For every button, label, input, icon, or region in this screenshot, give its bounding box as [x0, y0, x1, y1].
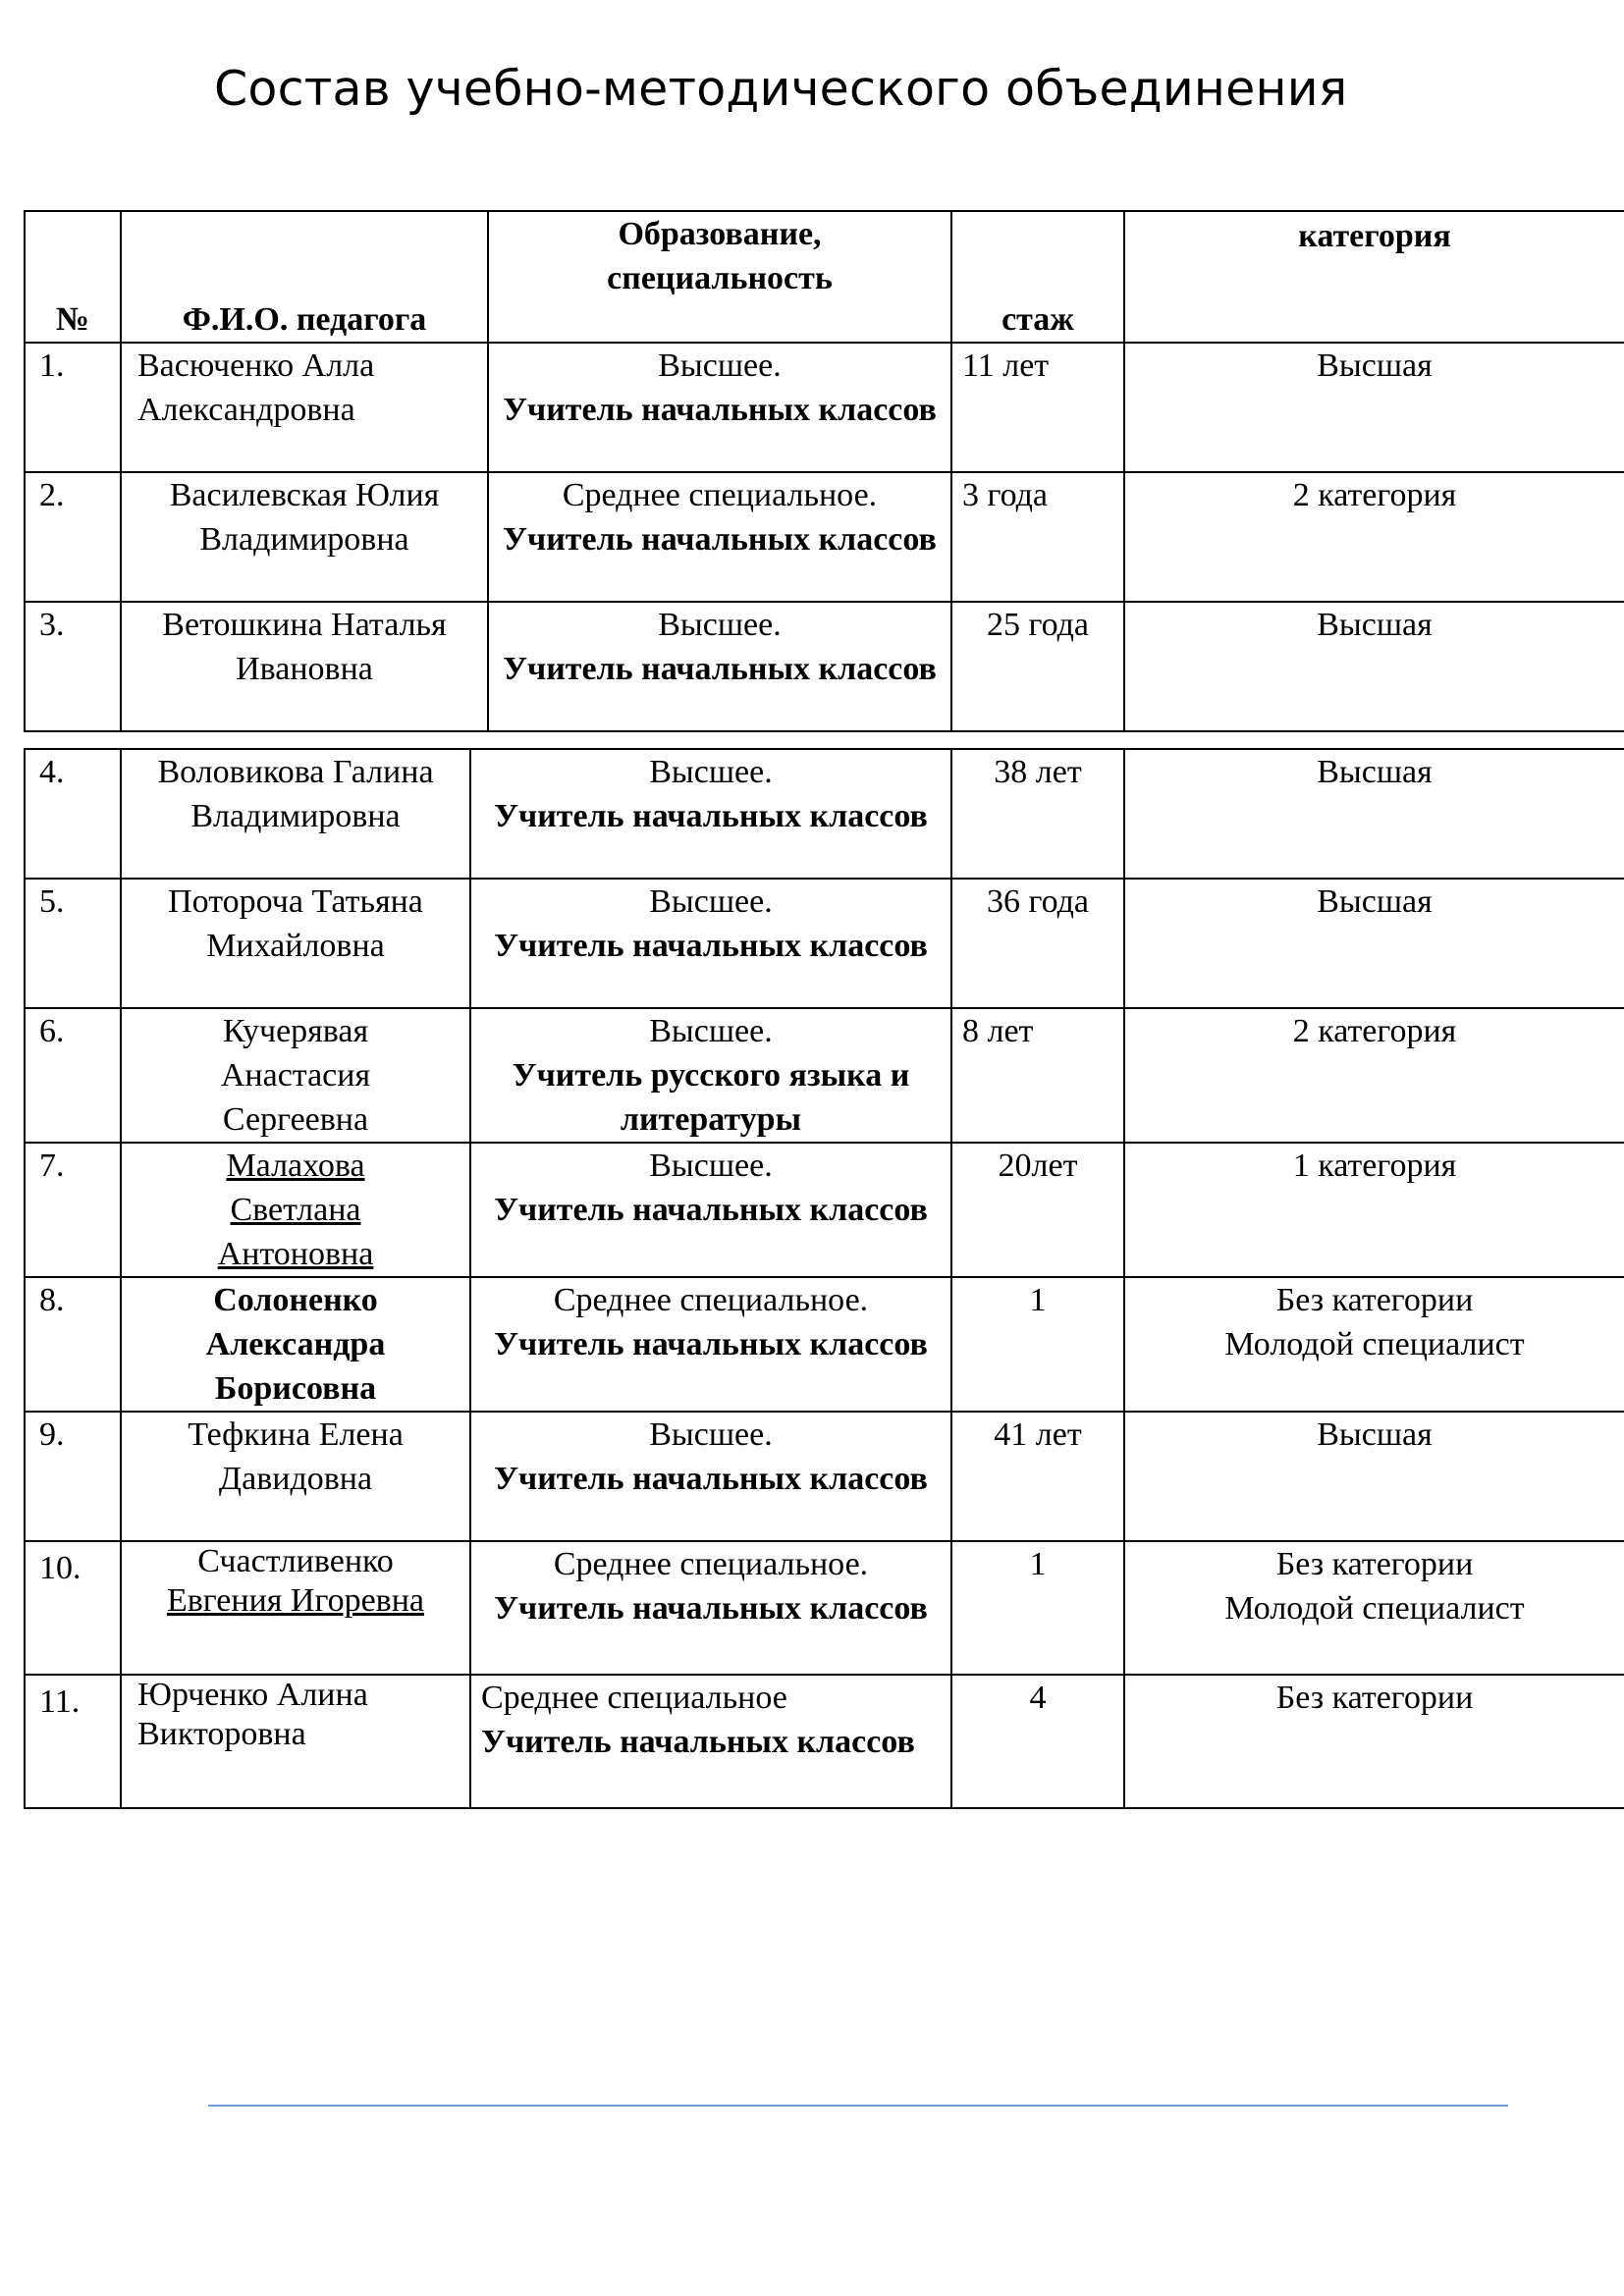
- row-number: 6.: [25, 1008, 121, 1143]
- header-category: категория: [1124, 211, 1624, 343]
- table-row: [25, 602, 1624, 731]
- row-number: 9.: [25, 1412, 121, 1541]
- row-number: 7.: [25, 1143, 121, 1277]
- teacher-name: Василевская Юлия Владимировна: [121, 472, 488, 602]
- education-cell: [470, 749, 951, 879]
- teacher-name: Потороча Татьяна Михайловна: [121, 879, 470, 1008]
- education-cell: [470, 1143, 951, 1277]
- teacher-name: Юрченко Алина Викторовна: [121, 1675, 470, 1808]
- row-number: 8.: [25, 1277, 121, 1412]
- specialty: Учитель начальных классов: [494, 1461, 928, 1497]
- specialty: Учитель начальных классов: [503, 521, 937, 558]
- specialty: Учитель начальных классов: [503, 651, 937, 687]
- table-row: [25, 1143, 1624, 1277]
- experience: 41 лет: [951, 1412, 1124, 1541]
- teacher-name: Васюченко Алла Александровна: [121, 343, 488, 472]
- experience: 1: [951, 1277, 1124, 1412]
- category: 2 категория: [1124, 472, 1624, 602]
- experience: 1: [951, 1541, 1124, 1675]
- education-cell: [470, 1541, 951, 1675]
- table-row: [25, 1412, 1624, 1541]
- table-row: [25, 1277, 1624, 1412]
- category: Высшая: [1124, 749, 1624, 879]
- category-note: Молодой специалист: [1224, 1326, 1525, 1362]
- header-education: Образование, специальность: [488, 211, 951, 343]
- experience: 4: [951, 1675, 1124, 1808]
- teacher-name: Евгения Игоревна: [166, 1582, 425, 1619]
- teacher-name: Кучерявая Анастасия Сергеевна: [121, 1008, 470, 1143]
- specialty: Учитель начальных классов: [494, 928, 928, 964]
- header-name: Ф.И.О. педагога: [121, 211, 488, 343]
- staff-table-part-2: [24, 748, 1624, 1809]
- staff-table-part-1: [24, 210, 1624, 732]
- category: 2 категория: [1124, 1008, 1624, 1143]
- row-number: 11.: [25, 1675, 121, 1808]
- education-cell: [470, 879, 951, 1008]
- education-cell: [488, 602, 951, 731]
- row-number: 10.: [25, 1541, 121, 1675]
- table-header-row: [25, 211, 1624, 343]
- experience: 38 лет: [951, 749, 1124, 879]
- education-cell: [470, 1277, 951, 1412]
- education-level: Высшее.: [649, 1148, 773, 1184]
- experience: 20лет: [951, 1143, 1124, 1277]
- experience: 11 лет: [951, 343, 1124, 472]
- education-level: Среднее специальное: [481, 1680, 787, 1716]
- teacher-name: Тефкина Елена Давидовна: [121, 1412, 470, 1541]
- experience: 25 года: [951, 602, 1124, 731]
- education-cell: [470, 1412, 951, 1541]
- category: Высшая: [1124, 879, 1624, 1008]
- experience: 3 года: [951, 472, 1124, 602]
- education-level: Высшее.: [649, 883, 773, 920]
- category: 1 категория: [1124, 1143, 1624, 1277]
- education-level: Высшее.: [649, 1013, 773, 1049]
- row-number: 1.: [25, 343, 121, 472]
- category-cell: [1124, 1541, 1624, 1675]
- footer-divider: [208, 2105, 1508, 2107]
- page-title: Состав учебно-методического объединения: [214, 61, 1348, 117]
- education-level: Высшее.: [649, 754, 773, 790]
- row-number: 2.: [25, 472, 121, 602]
- specialty: Учитель начальных классов: [494, 1326, 928, 1362]
- category: Без категории: [1275, 1282, 1474, 1318]
- teacher-name: Счастливенко: [197, 1543, 394, 1579]
- category: Высшая: [1124, 343, 1624, 472]
- row-number: 5.: [25, 879, 121, 1008]
- experience: 36 года: [951, 879, 1124, 1008]
- category: Без категории: [1275, 1546, 1474, 1582]
- education-cell: [470, 1675, 951, 1808]
- category: Без категории: [1124, 1675, 1624, 1808]
- category-cell: [1124, 1277, 1624, 1412]
- table-row: [25, 1008, 1624, 1143]
- education-level: Высшее.: [658, 607, 782, 643]
- education-cell: [470, 1008, 951, 1143]
- category-note: Молодой специалист: [1224, 1590, 1525, 1627]
- specialty: Учитель русского языка и литературы: [512, 1057, 910, 1138]
- table-row: [25, 879, 1624, 1008]
- table-row: [25, 343, 1624, 472]
- specialty: Учитель начальных классов: [481, 1724, 915, 1760]
- teacher-name: Солоненко Александра Борисовна: [121, 1277, 470, 1412]
- education-cell: [488, 343, 951, 472]
- teacher-name: Воловикова Галина Владимировна: [121, 749, 470, 879]
- education-level: Высшее.: [658, 347, 782, 384]
- table-row: [25, 749, 1624, 879]
- specialty: Учитель начальных классов: [494, 798, 928, 834]
- category: Высшая: [1124, 602, 1624, 731]
- teacher-name: Ветошкина Наталья Ивановна: [121, 602, 488, 731]
- specialty: Учитель начальных классов: [503, 392, 937, 428]
- specialty: Учитель начальных классов: [494, 1590, 928, 1627]
- category: Высшая: [1124, 1412, 1624, 1541]
- row-number: 3.: [25, 602, 121, 731]
- education-level: Среднее специальное.: [553, 1546, 869, 1582]
- teacher-name: Малахова Светлана Антоновна: [121, 1143, 470, 1277]
- row-number: 4.: [25, 749, 121, 879]
- education-level: Высшее.: [649, 1416, 773, 1453]
- specialty: Учитель начальных классов: [494, 1192, 928, 1228]
- education-cell: [488, 472, 951, 602]
- table-row: [25, 472, 1624, 602]
- education-level: Среднее специальное.: [562, 477, 878, 513]
- header-num: №: [25, 211, 121, 343]
- education-level: Среднее специальное.: [553, 1282, 869, 1318]
- table-row: [25, 1541, 1624, 1675]
- experience: 8 лет: [951, 1008, 1124, 1143]
- table-row: [25, 1675, 1624, 1808]
- header-experience: стаж: [951, 211, 1124, 343]
- teacher-name-cell: [121, 1541, 470, 1675]
